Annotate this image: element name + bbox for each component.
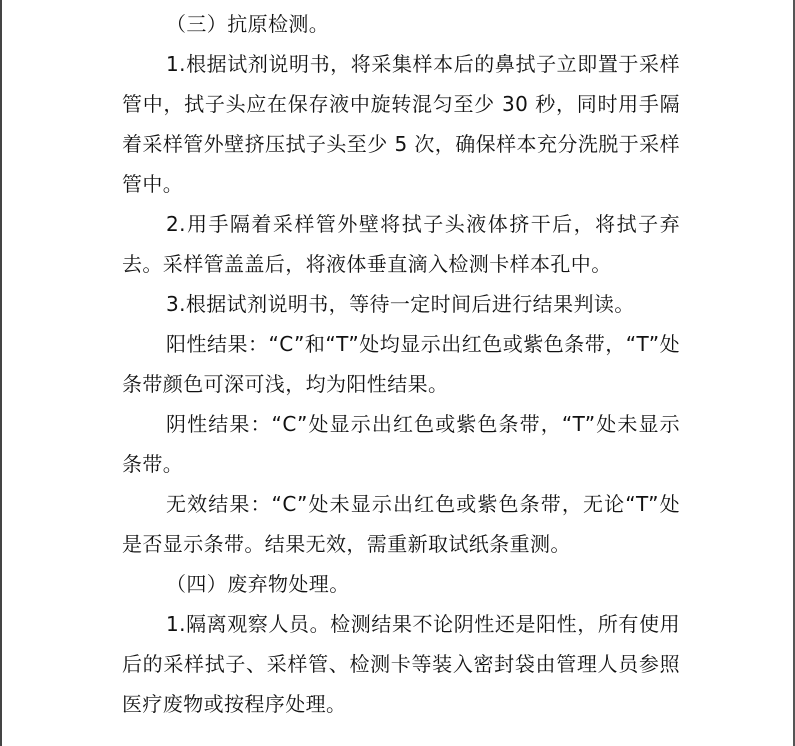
paragraph-step-1: 1.根据试剂说明书，将采集样本后的鼻拭子立即置于采样管中，拭子头应在保存液中旋转混匀至少 30 秒，同时用手隔着采样管外壁挤压拭子头至少 5 次，确保样本充分洗脱于采样管中。	[122, 52, 680, 196]
paragraph-step-2: 2.用手隔着采样管外壁将拭子头液体挤干后，将拭子弃去。采样管盖盖后，将液体垂直滴入检测卡样本孔中。	[122, 212, 680, 276]
paragraph-positive-result: 阳性结果：“C”和“T”处均显示出红色或紫色条带，“T”处条带颜色可深可浅，均为阳性结果。	[122, 332, 680, 396]
section-heading-antigen-test: （三）抗原检测。	[166, 12, 330, 36]
page-left-border	[0, 0, 2, 746]
document-body	[122, 4, 680, 724]
paragraph-step-3: 3.根据试剂说明书，等待一定时间后进行结果判读。	[166, 292, 635, 316]
paragraph-negative-result: 阴性结果：“C”处显示出红色或紫色条带，“T”处未显示条带。	[122, 412, 680, 476]
paragraph-waste-step-1: 1.隔离观察人员。检测结果不论阴性还是阳性，所有使用后的采样拭子、采样管、检测卡等装入密封袋由管理人员参照医疗废物或按程序处理。	[122, 612, 680, 716]
paragraph-invalid-result: 无效结果：“C”处未显示出红色或紫色条带，无论“T”处是否显示条带。结果无效，需重新取试纸条重测。	[122, 492, 680, 556]
section-heading-waste-disposal: （四）废弃物处理。	[166, 572, 350, 596]
